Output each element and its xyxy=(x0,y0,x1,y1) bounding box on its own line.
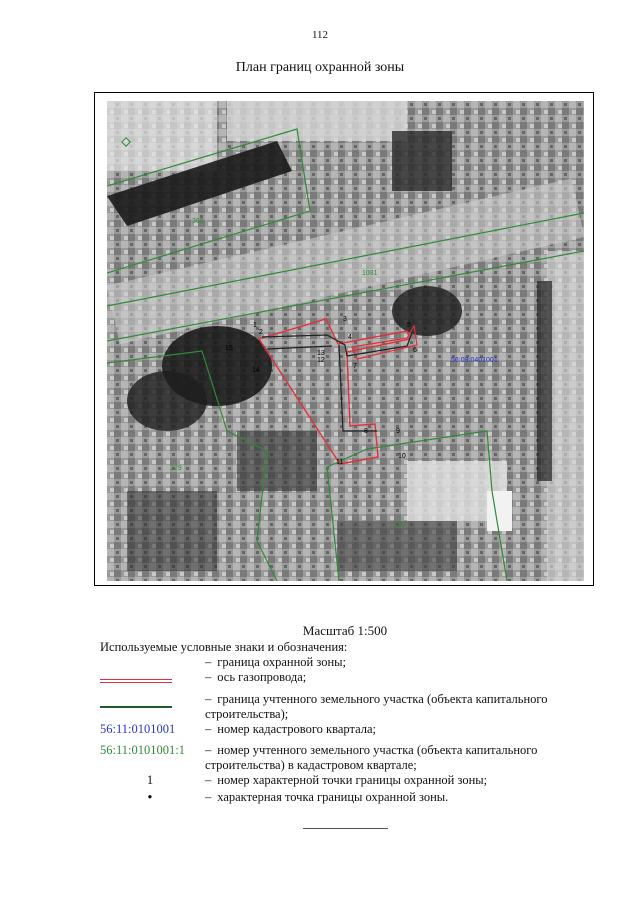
point-label: 5 xyxy=(407,322,411,329)
map-frame xyxy=(94,92,594,586)
point-label: 15 xyxy=(225,345,233,352)
parcel-label: 1031 xyxy=(362,270,378,277)
footer-divider xyxy=(303,828,388,829)
point-label: 8 xyxy=(364,428,368,435)
legend-symbol-quarter: 56:11:0101001 xyxy=(100,722,176,736)
page-number: 112 xyxy=(311,29,329,41)
map-svg xyxy=(107,101,584,581)
legend-text: граница охранной зоны; xyxy=(217,655,347,669)
point-label: 12 xyxy=(317,357,325,364)
legend-text: граница учтенного земельного участка (объекта капитального строительства); xyxy=(205,692,548,721)
legend-symbol-dot: • xyxy=(147,790,153,804)
point-label: 1 xyxy=(253,322,257,329)
parcel-label: 229 xyxy=(170,465,182,472)
point-label: 2 xyxy=(259,329,263,336)
point-label: 9 xyxy=(396,428,400,435)
legend-title: Используемые условные знаки и обозначения: xyxy=(100,640,348,654)
point-label: 14 xyxy=(252,367,260,374)
point-label: 3 xyxy=(343,316,347,323)
point-label: 4 xyxy=(348,334,352,341)
legend-symbol-point-number: 1 xyxy=(146,773,154,787)
scale-label: Масштаб 1:500 xyxy=(302,623,388,638)
legend-symbol-parcel: 56:11:0101001:1 xyxy=(100,743,185,757)
page-title: План границ охранной зоны xyxy=(235,60,405,75)
parcel-label: 366 xyxy=(192,218,204,225)
point-label: 13 xyxy=(317,350,325,357)
legend-text: номер кадастрового квартала; xyxy=(217,722,377,736)
legend-text: ось газопровода; xyxy=(217,670,307,684)
legend-symbol-red-line xyxy=(100,679,172,680)
legend-symbol-green-line xyxy=(100,706,172,708)
legend-text: номер учтенного земельного участка (объекта капитального строительства) в кадастровом квартале; xyxy=(205,743,538,772)
point-label: 10 xyxy=(398,453,406,460)
parcel-label: 180 xyxy=(394,521,406,528)
point-label: 7 xyxy=(353,363,357,370)
legend-symbol-red-line-2 xyxy=(100,682,172,683)
point-label: 6 xyxy=(413,347,417,354)
point-label: 11 xyxy=(336,459,344,466)
quarter-label: 56:09:0401001 xyxy=(451,357,498,364)
legend-text: характерная точка границы охранной зоны. xyxy=(217,790,449,804)
legend-text: номер характерной точки границы охранной зоны; xyxy=(217,773,488,787)
aerial-photo xyxy=(107,101,584,581)
